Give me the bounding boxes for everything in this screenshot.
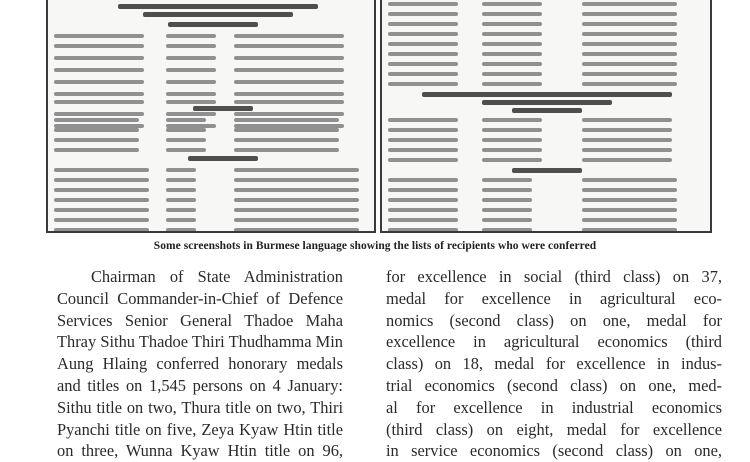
scan-text-line bbox=[234, 56, 344, 60]
scan-text-line bbox=[234, 208, 359, 212]
scan-text-line bbox=[388, 118, 458, 122]
text-line: Pyanchi title on five, Zeya Kyaw Htin title bbox=[57, 419, 343, 439]
text-line: in service economics (second class) on one, bbox=[386, 441, 722, 461]
scan-text-line bbox=[166, 128, 206, 132]
scan-text-line bbox=[388, 178, 458, 182]
scan-text-line bbox=[54, 218, 149, 222]
scan-text-line bbox=[422, 92, 672, 97]
scan-text-line bbox=[482, 42, 542, 46]
scan-text-line bbox=[582, 198, 677, 202]
scan-text-line bbox=[166, 138, 206, 142]
text-line: for excellence in social (third class) on 37, bbox=[386, 267, 722, 286]
scan-text-line bbox=[482, 218, 532, 222]
scan-text-line bbox=[582, 72, 677, 76]
image-caption: Some screenshots in Burmese language showing the lists of recipients who were conferred bbox=[153, 240, 597, 252]
scan-text-line bbox=[512, 108, 582, 113]
scan-text-line bbox=[166, 34, 216, 38]
scan-text-line bbox=[482, 82, 542, 86]
scan-text-line bbox=[234, 34, 344, 38]
scan-text-line bbox=[54, 56, 144, 60]
scan-text-line bbox=[168, 22, 258, 27]
scan-text-line bbox=[482, 148, 542, 152]
scan-text-line bbox=[234, 178, 359, 182]
article-column-right bbox=[386, 266, 722, 462]
scan-text-line bbox=[582, 82, 677, 86]
scan-text-line bbox=[388, 32, 458, 36]
scan-text-line bbox=[118, 4, 318, 9]
scan-text-line bbox=[166, 218, 196, 222]
scan-text-line bbox=[166, 178, 196, 182]
scan-text-line bbox=[582, 208, 677, 212]
scan-text-line bbox=[166, 112, 216, 116]
scan-text-line bbox=[388, 128, 458, 132]
scan-text-line bbox=[582, 188, 677, 192]
scan-text-line bbox=[388, 42, 458, 46]
scan-text-line bbox=[166, 168, 196, 172]
scan-text-line bbox=[388, 188, 458, 192]
scan-text-line bbox=[234, 112, 344, 116]
scan-text-line bbox=[54, 198, 149, 202]
scan-text-line bbox=[166, 80, 216, 84]
scan-text-line bbox=[54, 34, 144, 38]
scan-text-line bbox=[388, 82, 458, 86]
scan-text-line bbox=[582, 12, 677, 16]
scan-text-line bbox=[166, 100, 216, 104]
scan-text-line bbox=[166, 118, 206, 122]
scan-text-line bbox=[388, 148, 458, 152]
scan-text-line bbox=[388, 158, 458, 162]
scan-text-line bbox=[234, 80, 344, 84]
scan-text-line bbox=[582, 118, 672, 122]
scan-text-line bbox=[482, 208, 532, 212]
scan-text-line bbox=[388, 72, 458, 76]
scan-text-line bbox=[482, 188, 532, 192]
text-line: Sithu title on two, Thura title on two, Thiri bbox=[57, 397, 343, 417]
scan-text-line bbox=[388, 12, 458, 16]
scan-text-line bbox=[388, 2, 458, 6]
text-line: al for excellence in industrial economics bbox=[386, 397, 722, 417]
text-line: medal for excellence in agricultural eco- bbox=[386, 288, 722, 308]
screenshot-images bbox=[46, 0, 712, 234]
text-line: class) on 18, medal for excellence in indus- bbox=[386, 354, 722, 374]
scan-text-line bbox=[582, 228, 677, 232]
text-line: Council Commander-in-Chief of Defence bbox=[57, 288, 343, 308]
text-line: Aung Hlaing conferred honorary medals bbox=[57, 354, 343, 374]
scan-text-line bbox=[193, 106, 253, 111]
scan-text-line bbox=[582, 148, 672, 152]
scan-text-line bbox=[482, 52, 542, 56]
scan-text-line bbox=[166, 188, 196, 192]
scan-text-line bbox=[388, 22, 458, 26]
scan-text-line bbox=[234, 148, 339, 152]
scan-text-line bbox=[582, 22, 677, 26]
scan-text-line bbox=[54, 92, 144, 96]
scan-text-line bbox=[234, 92, 344, 96]
scan-text-line bbox=[482, 32, 542, 36]
scan-text-line bbox=[582, 178, 677, 182]
scan-text-line bbox=[482, 138, 542, 142]
scan-text-line bbox=[54, 168, 149, 172]
scan-text-line bbox=[482, 100, 612, 105]
scan-text-line bbox=[234, 188, 359, 192]
scan-text-line bbox=[482, 158, 542, 162]
recipient-list-image-right bbox=[380, 0, 712, 233]
scan-text-line bbox=[54, 228, 149, 232]
scan-text-line bbox=[388, 62, 458, 66]
scan-text-line bbox=[188, 156, 258, 161]
scan-text-line bbox=[482, 22, 542, 26]
scan-text-line bbox=[54, 208, 149, 212]
scan-text-line bbox=[582, 128, 672, 132]
scan-text-line bbox=[166, 198, 196, 202]
scan-text-line bbox=[234, 198, 359, 202]
scan-text-line bbox=[166, 208, 196, 212]
scan-text-line bbox=[482, 178, 532, 182]
scan-text-line bbox=[234, 44, 344, 48]
scan-text-line bbox=[582, 32, 677, 36]
text-line: on three, Wunna Kyaw Htin title on 96, bbox=[57, 441, 343, 461]
scan-text-line bbox=[512, 168, 582, 173]
scan-text-line bbox=[234, 100, 344, 104]
scan-text-line bbox=[482, 62, 542, 66]
scan-text-line bbox=[54, 148, 139, 152]
scan-text-line bbox=[54, 80, 144, 84]
scan-text-line bbox=[482, 12, 542, 16]
scan-text-line bbox=[143, 12, 293, 17]
scan-text-line bbox=[388, 52, 458, 56]
scan-text-line bbox=[54, 118, 139, 122]
scan-text-line bbox=[166, 92, 216, 96]
scan-text-line bbox=[482, 118, 542, 122]
scan-text-line bbox=[388, 138, 458, 142]
scan-text-line bbox=[582, 158, 672, 162]
scan-text-line bbox=[234, 218, 359, 222]
scan-text-line bbox=[234, 228, 359, 232]
scan-text-line bbox=[54, 178, 149, 182]
scan-text-line bbox=[54, 68, 144, 72]
text-line: and titles on 1,545 persons on 4 January: bbox=[57, 375, 343, 395]
article-column-left bbox=[57, 266, 343, 462]
text-line: nomics (second class) on one, medal for bbox=[386, 310, 722, 330]
text-line: excellence in agricultural economics (third bbox=[386, 332, 722, 352]
recipient-list-image-left bbox=[46, 0, 376, 233]
scan-text-line bbox=[166, 228, 196, 232]
scan-text-line bbox=[482, 2, 542, 6]
scan-text-line bbox=[166, 56, 216, 60]
scan-text-line bbox=[582, 2, 677, 6]
scan-text-line bbox=[54, 44, 144, 48]
scan-text-line bbox=[166, 68, 216, 72]
scan-text-line bbox=[388, 198, 458, 202]
scan-text-line bbox=[582, 62, 677, 66]
scan-text-line bbox=[234, 68, 344, 72]
scan-text-line bbox=[388, 218, 458, 222]
text-line: trial economics (second class) on one, med- bbox=[386, 375, 722, 395]
scan-text-line bbox=[54, 138, 139, 142]
scan-text-line bbox=[582, 52, 677, 56]
scan-text-line bbox=[54, 128, 139, 132]
scan-text-line bbox=[234, 168, 359, 172]
scan-text-line bbox=[582, 218, 677, 222]
scan-text-line bbox=[54, 100, 144, 104]
scan-text-line bbox=[482, 198, 532, 202]
scan-text-line bbox=[54, 112, 144, 116]
scan-text-line bbox=[234, 128, 339, 132]
scan-text-line bbox=[482, 72, 542, 76]
scan-text-line bbox=[482, 228, 532, 232]
scan-text-line bbox=[388, 208, 458, 212]
scan-text-line bbox=[482, 128, 542, 132]
text-line: Thray Sithu Thadoe Thiri Thudhamma Min bbox=[57, 332, 343, 352]
text-line: Chairman of State Administration bbox=[91, 267, 343, 286]
text-line: Services Senior General Thadoe Maha bbox=[57, 310, 343, 330]
text-line: (third class) on eight, medal for excellence bbox=[386, 419, 722, 439]
scan-text-line bbox=[234, 138, 339, 142]
scan-text-line bbox=[54, 188, 149, 192]
scan-text-line bbox=[388, 228, 458, 232]
scan-text-line bbox=[582, 138, 672, 142]
scan-text-line bbox=[166, 148, 206, 152]
scan-text-line bbox=[234, 118, 339, 122]
scan-text-line bbox=[582, 42, 677, 46]
scan-text-line bbox=[166, 44, 216, 48]
